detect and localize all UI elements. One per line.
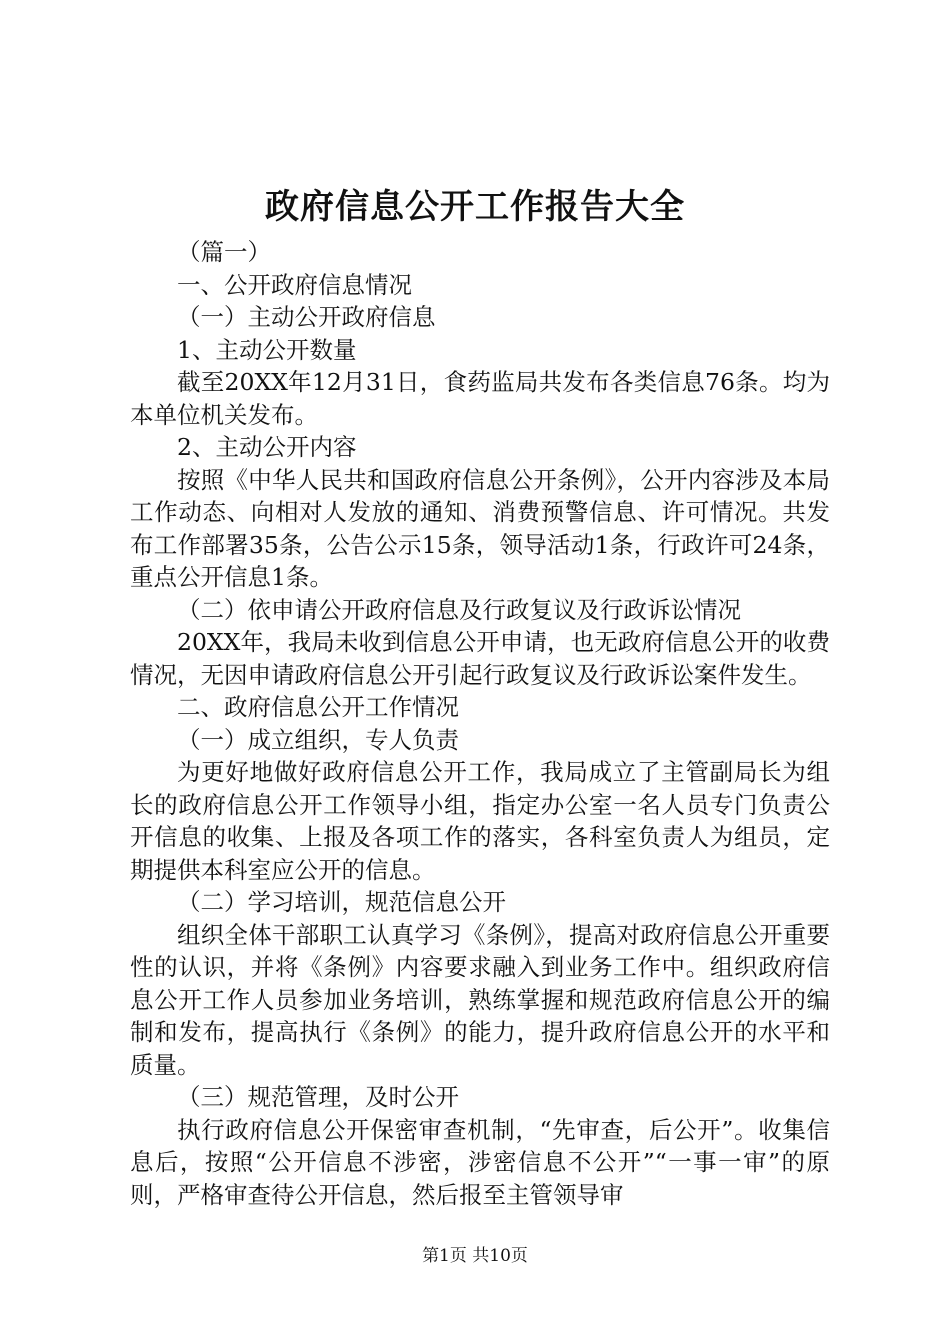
subsection-heading: （二）依申请公开政府信息及行政复议及行政诉讼情况 — [177, 595, 741, 624]
section-label: （篇一） — [177, 238, 271, 266]
paragraph: 执行政府信息公开保密审查机制，“先审查，后公开”。收集信息后，按照“公开信息不涉密，涉密信息不公开”“一事一审”的原则，严格审查待公开信息，然后报至主管领导审 — [130, 1115, 830, 1209]
section-heading: 一、公开政府信息情况 — [177, 270, 412, 299]
item-heading: 2、主动公开内容 — [177, 433, 357, 461]
paragraph: 20XX年，我局未收到信息公开申请，也无政府信息公开的收费情况，无因申请政府信息公开引起行政复议及行政诉讼案件发生。 — [130, 628, 830, 689]
paragraph: 为更好地做好政府信息公开工作，我局成立了主管副局长为组长的政府信息公开工作领导小组，指定办公室一名人员专门负责公开信息的收集、上报及各项工作的落实，各科室负责人为组员，定期提供本科室应公开的信息。 — [130, 758, 830, 884]
section-heading: 二、政府信息公开工作情况 — [177, 693, 459, 721]
item-heading: 1、主动公开数量 — [177, 335, 357, 364]
paragraph: 组织全体干部职工认真学习《条例》，提高对政府信息公开重要性的认识，并将《条例》内容要求融入到业务工作中。组织政府信息公开工作人员参加业务培训，熟练掌握和规范政府信息公开的编制和发布，提高执行《条例》的能力，提升政府信息公开的水平和质量。 — [130, 920, 830, 1079]
page-footer: 第1页 共10页 — [422, 1246, 528, 1266]
document-body — [130, 236, 830, 1211]
subsection-heading: （一）主动公开政府信息 — [177, 303, 436, 331]
subsection-heading: （三）规范管理，及时公开 — [177, 1083, 459, 1111]
subsection-heading: （二）学习培训，规范信息公开 — [177, 888, 506, 916]
document-title: 政府信息公开工作报告大全 — [265, 187, 685, 227]
paragraph: 按照《中华人民共和国政府信息公开条例》，公开内容涉及本局工作动态、向相对人发放的通知、消费预警信息、许可情况。共发布工作部署35条，公告公示15条，领导活动1条，行政许可24条，重点公开信息1条。 — [130, 465, 830, 591]
paragraph: 截至20XX年12月31日，食药监局共发布各类信息76条。均为本单位机关发布。 — [130, 368, 830, 429]
subsection-heading: （一）成立组织，专人负责 — [177, 725, 459, 754]
